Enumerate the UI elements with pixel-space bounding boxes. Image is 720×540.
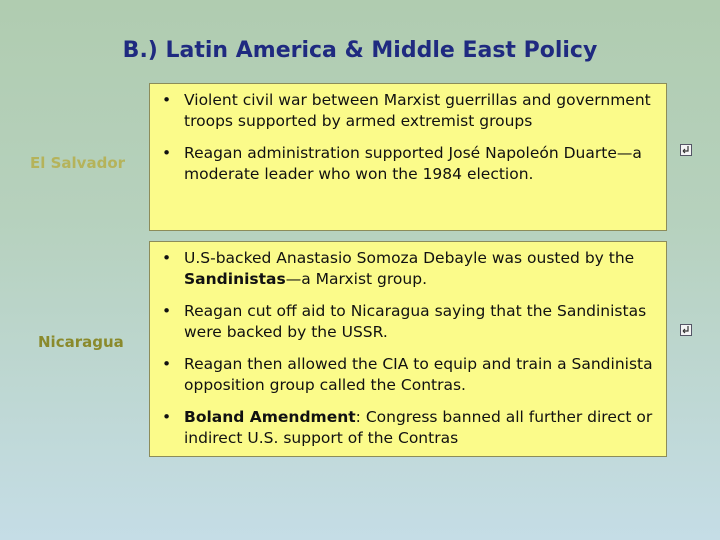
bullet-item	[156, 248, 656, 290]
bullet-dot: •	[162, 91, 172, 109]
bullet-text: Reagan administration supported José Napoleón Duarte—a moderate leader who won the 1984 election.	[184, 144, 642, 183]
region-label-el-salvador: El Salvador	[30, 154, 126, 172]
bullet-text: Violent civil war between Marxist guerrillas and government troops supported by armed extremist groups	[184, 91, 651, 130]
bullet-dot: •	[162, 249, 172, 267]
bullet-dot: •	[162, 144, 172, 162]
bullet-text: Reagan cut off aid to Nicaragua saying that the Sandinistas were backed by the USSR.	[184, 302, 647, 341]
bullet-dot: •	[162, 408, 172, 426]
bullet-text-pre: U.S-backed Anastasio Somoza Debayle was ousted by the	[184, 249, 635, 267]
bullet-item	[156, 354, 656, 396]
bullet-text-post: —a Marxist group.	[285, 270, 427, 288]
bullet-item	[156, 143, 656, 185]
slide-title: B.) Latin America & Middle East Policy	[122, 38, 598, 63]
bullet-dot: •	[162, 355, 172, 373]
bullet-item	[156, 301, 656, 343]
region-label-nicaragua: Nicaragua	[38, 333, 124, 351]
bullet-text-post: : Congress banned all further direct or indirect U.S. support of the Contras	[184, 408, 653, 447]
bullet-text: Reagan then allowed the CIA to equip and train a Sandinista opposition group called the Contras.	[184, 355, 653, 394]
return-icon[interactable]	[680, 144, 692, 156]
return-icon[interactable]	[680, 324, 692, 336]
nicaragua-box	[149, 241, 667, 457]
bullet-text-bold: Boland Amendment	[184, 408, 356, 426]
bullet-item	[156, 90, 656, 132]
bullet-dot: •	[162, 302, 172, 320]
bullet-item	[156, 407, 656, 449]
el-salvador-box	[149, 83, 667, 231]
bullet-text-bold: Sandinistas	[184, 270, 286, 288]
